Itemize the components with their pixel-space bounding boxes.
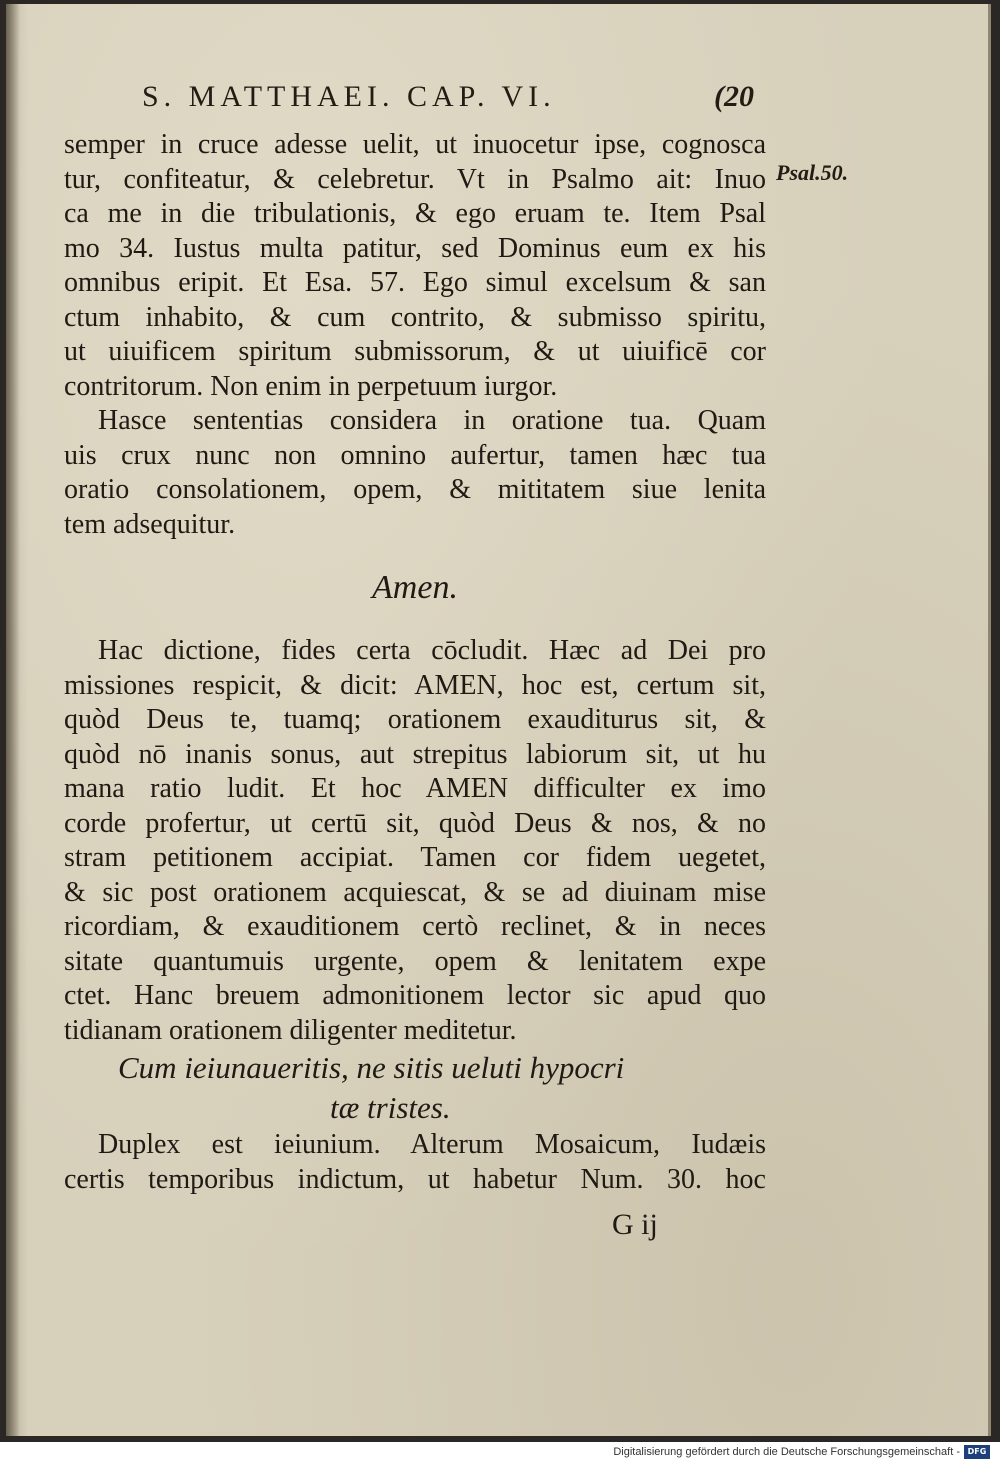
footer-bar xyxy=(0,1442,1000,1465)
text-line: ut uiuificem spiritum submissorum, & ut uiuificē cor xyxy=(64,336,766,367)
spacer xyxy=(64,612,766,634)
text-line: Duplex est ieiunium. Alterum Mosaicum, Iudæis xyxy=(98,1129,766,1160)
body-text xyxy=(64,128,766,1197)
verse-heading-line: tæ tristes. xyxy=(330,1090,451,1125)
text-line: omnibus eripit. Et Esa. 57. Ego simul excelsum & san xyxy=(64,267,766,298)
text-line: Hasce sententias considera in oratione tua. Quam xyxy=(98,405,766,436)
text-line: ctum inhabito, & cum contrito, & submisso spiritu, xyxy=(64,301,766,333)
text-line: ricordiam, & exauditionem certò reclinet, & in neces xyxy=(64,911,766,942)
funding-credit: Digitalisierung gefördert durch die Deutsche Forschungsgemeinschaft - xyxy=(613,1446,960,1458)
text-line: tem adsequitur. xyxy=(64,508,236,540)
text-line: tur, confiteatur, & celebretur. Vt in Psalmo ait: Inuo xyxy=(64,163,766,195)
text-line: quòd Deus te, tuamq; orationem exauditurus sit, & xyxy=(64,704,766,735)
spacer xyxy=(64,542,766,564)
text-line: quòd nō inanis sonus, aut strepitus labiorum sit, ut hu xyxy=(64,738,766,770)
text-line: ctet. Hanc breuem admonitionem lector sic apud quo xyxy=(64,980,766,1011)
text-line: ca me in die tribulationis, & ego eruam te. Item Psal xyxy=(64,198,766,229)
text-line: mana ratio ludit. Et hoc AMEN difficulter ex imo xyxy=(64,773,766,804)
margin-note: Psal.50. xyxy=(776,160,849,185)
paragraph-1 xyxy=(64,128,766,404)
folio-number: (20 xyxy=(714,80,754,113)
text-line: sitate quantumuis urgente, opem & lenitatem expe xyxy=(64,945,766,977)
dfg-logo: DFG xyxy=(964,1445,990,1459)
text-line: & sic post orationem acquiescat, & se ad diuinam mise xyxy=(64,876,766,908)
text-line: contritorum. Non enim in perpetuum iurgor. xyxy=(64,370,558,402)
text-line: stram petitionem accipiat. Tamen cor fidem uegetet, xyxy=(64,842,766,873)
section-heading-amen: Amen. xyxy=(372,569,458,606)
text-line: missiones respicit, & dicit: AMEN, hoc est, certum sit, xyxy=(64,669,766,701)
text-line: semper in cruce adesse uelit, ut inuocetur ipse, cognosca xyxy=(64,129,766,160)
text-line: Hac dictione, fides certa cōcludit. Hæc ad Dei pro xyxy=(98,635,766,666)
text-line: tidianam orationem diligenter meditetur. xyxy=(64,1014,517,1046)
paragraph-4 xyxy=(64,1128,766,1197)
running-title: S. MATTHAEI. CAP. VI. xyxy=(142,80,556,113)
paragraph-3 xyxy=(64,634,766,1048)
text-line: mo 34. Iustus multa patitur, sed Dominus eum ex his xyxy=(64,232,766,264)
paragraph-2 xyxy=(64,404,766,542)
text-line: uis crux nunc non omnino aufertur, tamen hæc tua xyxy=(64,439,766,471)
text-line: certis temporibus indictum, ut habetur Num. 30. hoc xyxy=(64,1163,766,1195)
verse-heading-line: Cum ieiunaueritis, ne sitis ueluti hypocri xyxy=(118,1050,625,1085)
signature-mark: G ij xyxy=(612,1208,658,1241)
running-header xyxy=(142,80,782,120)
page-gutter-shadow xyxy=(6,4,20,1436)
verse-heading xyxy=(64,1048,766,1128)
text-line: oratio consolationem, opem, & mititatem siue lenita xyxy=(64,474,766,505)
text-line: corde profertur, ut certū sit, quòd Deus & nos, & no xyxy=(64,807,766,839)
